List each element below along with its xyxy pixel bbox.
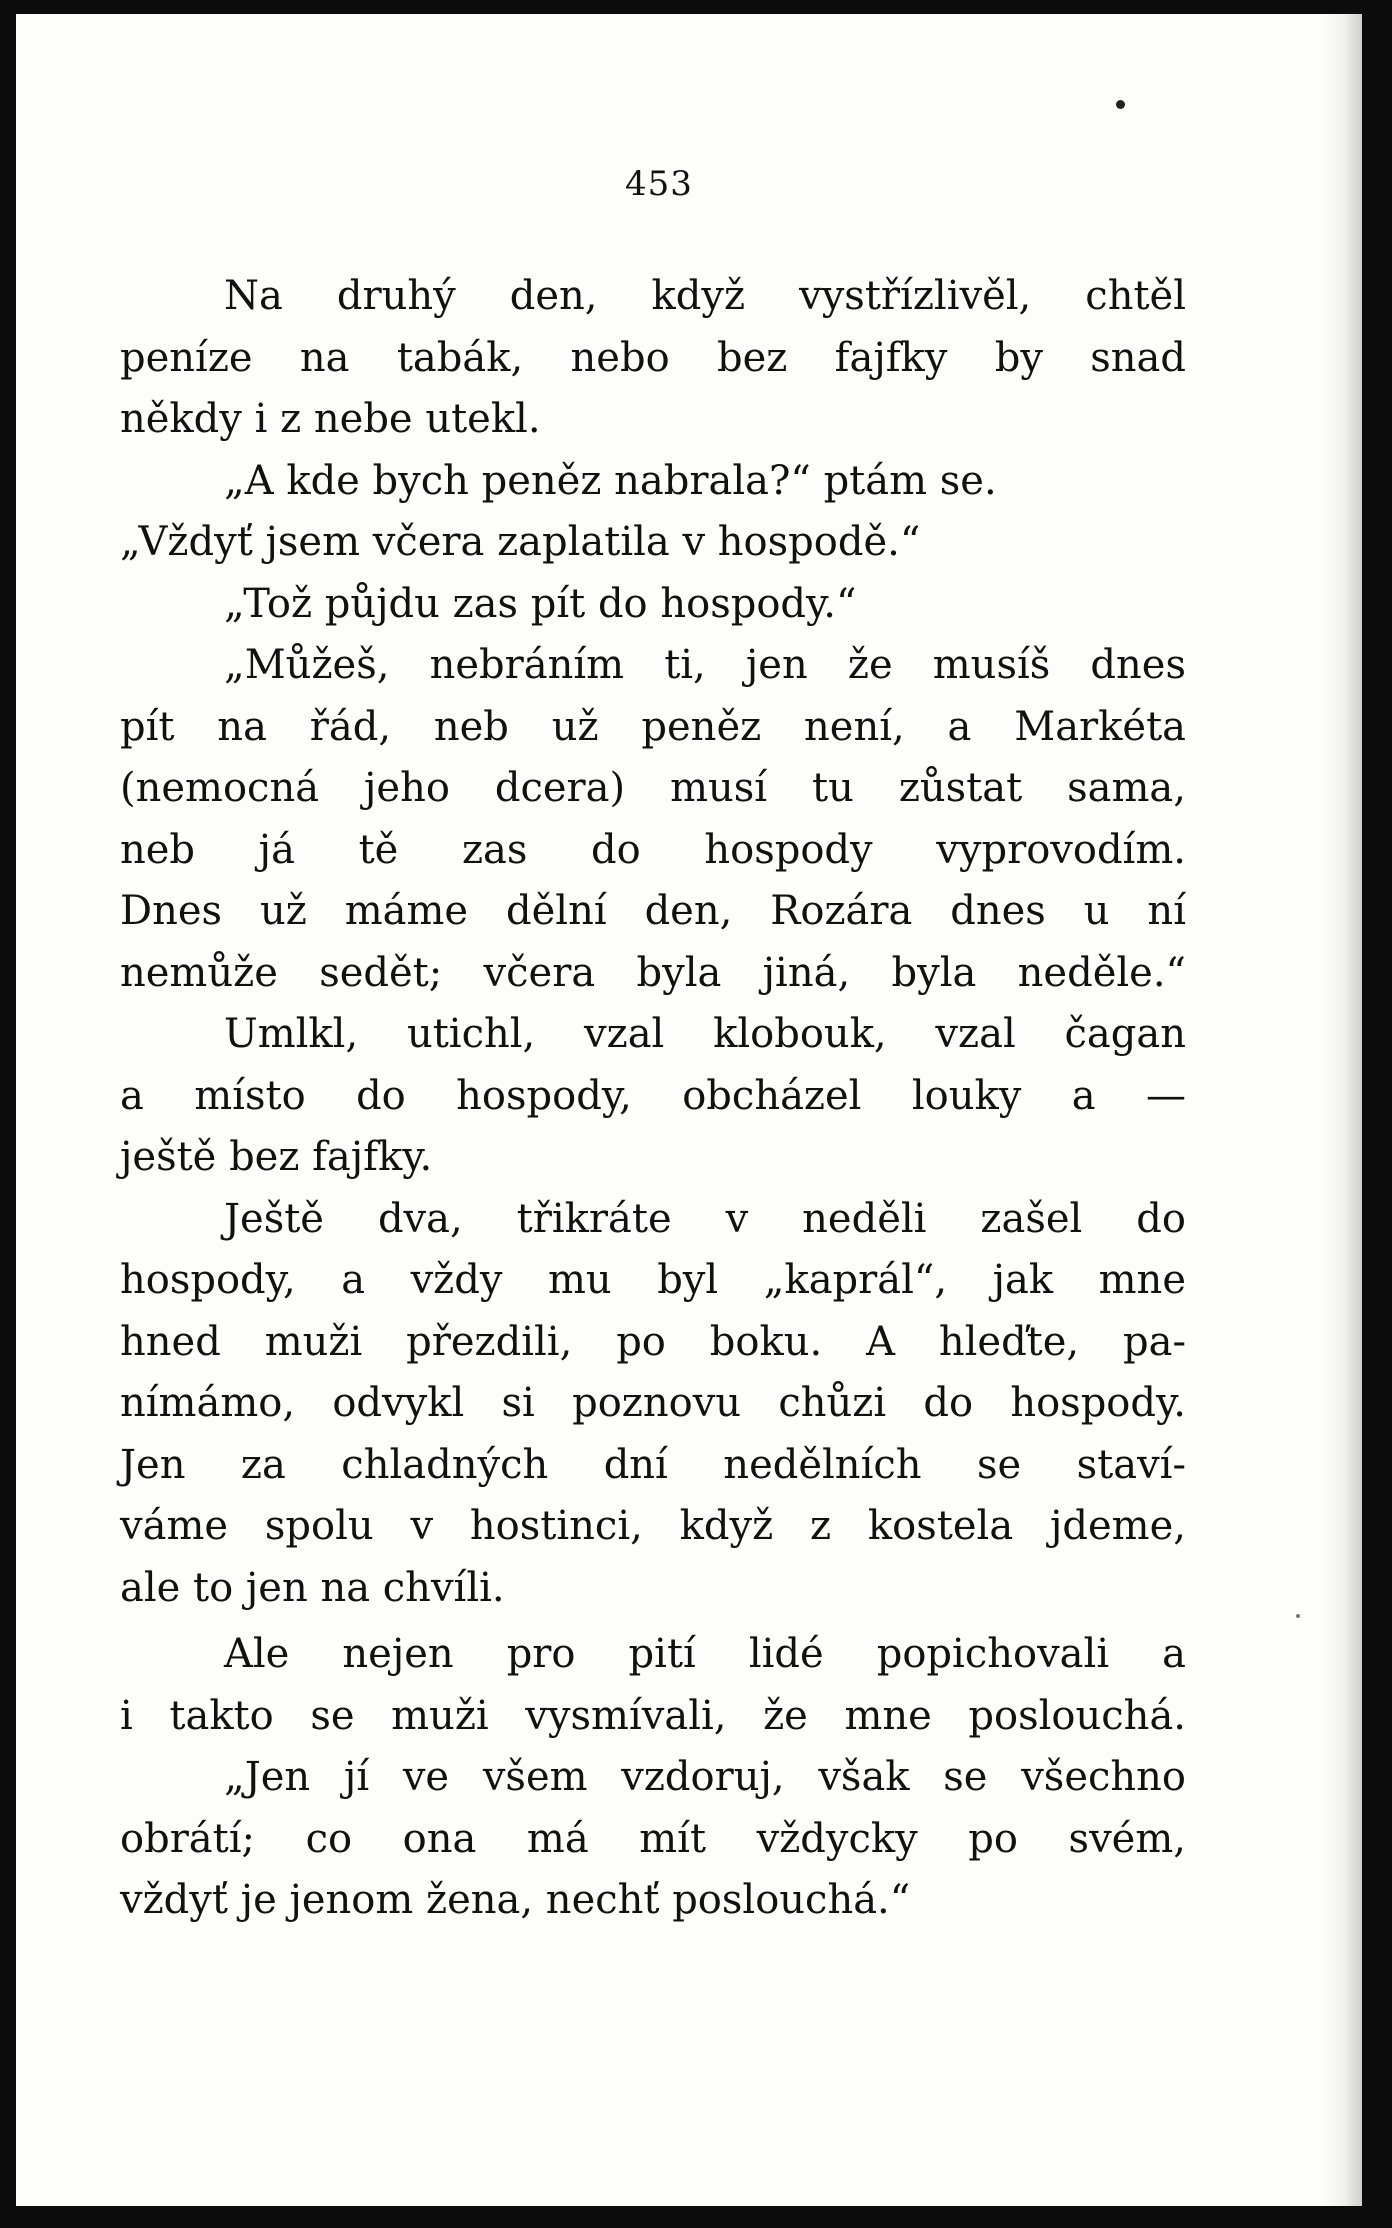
- text-line: neb já tě zas do hospody vyprovodím.: [120, 826, 1186, 873]
- text-line: obrátí; co ona má mít vždycky po svém,: [120, 1815, 1186, 1862]
- text-line: pít na řád, neb už peněz není, a Markéta: [120, 703, 1186, 750]
- text-line: a místo do hospody, obcházel louky a —: [120, 1072, 1186, 1119]
- page-number: 453: [625, 164, 693, 204]
- text-line: i takto se muži vysmívali, že mne poslouchá.: [120, 1692, 1186, 1739]
- ink-speck: [1296, 1614, 1300, 1618]
- text-line: ale to jen na chvíli.: [120, 1564, 505, 1611]
- text-line: „Vždyť jsem včera zaplatila v hospodě.“: [120, 519, 921, 565]
- text-line: Jen za chladných dní nedělních se staví-: [120, 1441, 1186, 1488]
- text-line: vždyť je jenom žena, nechť poslouchá.“: [120, 1877, 911, 1923]
- text-line: Ještě dva, třikráte v neděli zašel do: [224, 1195, 1186, 1242]
- text-line: peníze na tabák, nebo bez fajfky by snad: [120, 334, 1186, 381]
- text-line: „Můžeš, nebráním ti, jen že musíš dnes: [224, 642, 1186, 688]
- text-line: nemůže sedět; včera byla jiná, byla neděle.“: [120, 949, 1186, 996]
- body-text: [120, 266, 1186, 1932]
- text-line: (nemocná jeho dcera) musí tu zůstat sama,: [120, 765, 1186, 811]
- text-line: váme spolu v hostinci, když z kostela jdeme,: [120, 1503, 1186, 1549]
- text-line: hned muži přezdili, po boku. A hleďte, pa-: [120, 1318, 1186, 1365]
- text-line: Ale nejen pro pití lidé popichovali a: [224, 1631, 1186, 1677]
- ink-speck: [1116, 100, 1125, 109]
- page-edge-shadow: [1322, 14, 1362, 2206]
- text-line: někdy i z nebe utekl.: [120, 396, 541, 442]
- text-line: nímámo, odvykl si poznovu chůzi do hospody.: [120, 1380, 1186, 1426]
- text-line: Na druhý den, když vystřízlivěl, chtěl: [224, 273, 1186, 319]
- text-line: „Tož půjdu zas pít do hospody.“: [224, 580, 857, 627]
- text-line: „A kde bych peněz nabrala?“ ptám se.: [224, 457, 997, 504]
- book-page: [16, 14, 1362, 2206]
- text-line: Umlkl, utichl, vzal klobouk, vzal čagan: [224, 1011, 1186, 1057]
- text-line: Dnes už máme dělní den, Rozára dnes u ní: [120, 888, 1186, 934]
- text-line: hospody, a vždy mu byl „kaprál“, jak mne: [120, 1257, 1186, 1303]
- text-line: ještě bez fajfky.: [120, 1134, 433, 1180]
- text-line: „Jen jí ve všem vzdoruj, však se všechno: [224, 1754, 1186, 1800]
